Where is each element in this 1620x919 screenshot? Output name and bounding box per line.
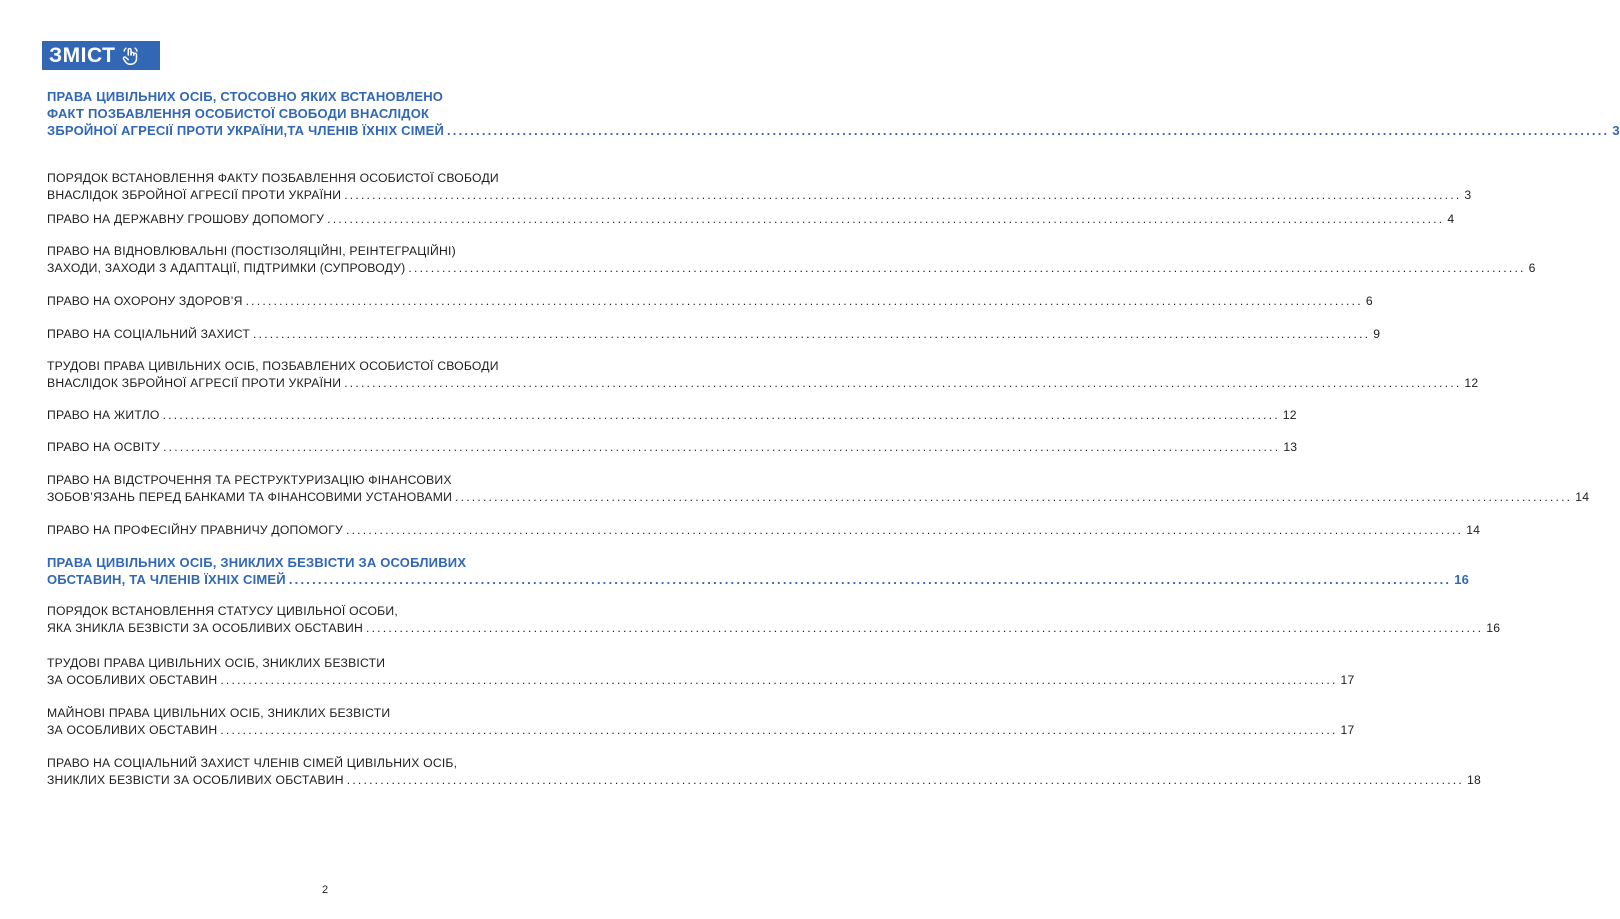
- toc-page-number: 12: [1464, 376, 1479, 390]
- toc-line: ПРАВА ЦИВІЛЬНИХ ОСІБ, СТОСОВНО ЯКИХ ВСТАНОВЛЕНО: [47, 89, 444, 104]
- toc-item[interactable]: [47, 472, 1590, 506]
- toc-line: ПРАВО НА ЖИТЛО: [47, 408, 160, 422]
- toc-line: ТРУДОВІ ПРАВА ЦИВІЛЬНИХ ОСІБ, ЗНИКЛИХ БЕЗВІСТИ: [47, 656, 386, 670]
- toc-line: ТРУДОВІ ПРАВА ЦИВІЛЬНИХ ОСІБ, ПОЗБАВЛЕНИХ ОСОБИСТОЇ СВОБОДИ: [47, 359, 499, 373]
- toc-item[interactable]: [47, 705, 1355, 739]
- dot-leader: ........................................................................................................................................................................................................: [344, 188, 1462, 202]
- dot-leader: ........................................................................................................................................................................................................: [245, 294, 1363, 308]
- toc-page-number: 13: [1283, 440, 1298, 454]
- toc-page-number: 14: [1466, 523, 1481, 537]
- toc-page-number: 17: [1340, 723, 1355, 737]
- toc-page-number: 17: [1340, 673, 1355, 687]
- toc-page-number: 18: [1466, 773, 1481, 787]
- toc-line: ВНАСЛІДОК ЗБРОЙНОЇ АГРЕСІЇ ПРОТИ УКРАЇНИ: [47, 188, 342, 202]
- toc-line: ЗА ОСОБЛИВИХ ОБСТАВИН: [47, 723, 218, 737]
- dot-leader: ........................................................................................................................................................................................................: [220, 723, 1338, 737]
- toc-item[interactable]: [47, 603, 1501, 637]
- toc-line: ПРАВО НА ДЕРЖАВНУ ГРОШОВУ ДОПОМОГУ: [47, 212, 325, 226]
- toc-line: ПОРЯДОК ВСТАНОВЛЕННЯ ФАКТУ ПОЗБАВЛЕННЯ ОСОБИСТОЇ СВОБОДИ: [47, 171, 499, 185]
- dot-leader: ........................................................................................................................................................................................................: [346, 773, 1464, 787]
- toc-page-number: 16: [1454, 572, 1470, 587]
- toc-line: ПРАВО НА СОЦІАЛЬНИЙ ЗАХИСТ ЧЛЕНІВ СІМЕЙ ЦИВІЛЬНИХ ОСІБ,: [47, 756, 458, 770]
- toc-line: МАЙНОВІ ПРАВА ЦИВІЛЬНИХ ОСІБ, ЗНИКЛИХ БЕЗВІСТИ: [47, 706, 391, 720]
- dot-leader: ........................................................................................................................................................................................................: [163, 440, 1281, 454]
- dot-leader: ........................................................................................................................................................................................................: [288, 572, 1452, 587]
- dot-leader: ........................................................................................................................................................................................................: [162, 408, 1280, 422]
- toc-line: ВНАСЛІДОК ЗБРОЙНОЇ АГРЕСІЇ ПРОТИ УКРАЇНИ: [47, 376, 342, 390]
- toc-line: ЗА ОСОБЛИВИХ ОБСТАВИН: [47, 673, 218, 687]
- toc-line: ПРАВО НА ОСВІТУ: [47, 440, 161, 454]
- toc-line: ПРАВО НА ОХОРОНУ ЗДОРОВ’Я: [47, 294, 243, 308]
- toc-line: ЗОБОВ’ЯЗАНЬ ПЕРЕД БАНКАМИ ТА ФІНАНСОВИМИ УСТАНОВАМИ: [47, 490, 453, 504]
- toc-page-number: 3: [1612, 123, 1620, 138]
- toc-page-number: 14: [1575, 490, 1590, 504]
- toc-line: ПРАВА ЦИВІЛЬНИХ ОСІБ, ЗНИКЛИХ БЕЗВІСТИ ЗА ОСОБЛИВИХ: [47, 555, 467, 570]
- toc-page-number: 6: [1528, 261, 1536, 275]
- toc-line: ПРАВО НА СОЦІАЛЬНИЙ ЗАХИСТ: [47, 327, 251, 341]
- toc-title: ЗМІСТ: [49, 43, 116, 67]
- dot-leader: ........................................................................................................................................................................................................: [447, 123, 1610, 138]
- toc-line: ПРАВО НА ВІДНОВЛЮВАЛЬНІ (ПОСТІЗОЛЯЦІЙНІ, РЕІНТЕГРАЦІЙНІ): [47, 244, 456, 258]
- dot-leader: ........................................................................................................................................................................................................: [220, 673, 1338, 687]
- toc-item[interactable]: [47, 655, 1355, 689]
- toc-page-number: 12: [1282, 408, 1297, 422]
- toc-line: ЗБРОЙНОЇ АГРЕСІЇ ПРОТИ УКРАЇНИ,ТА ЧЛЕНІВ ЇХНІХ СІМЕЙ: [47, 123, 444, 138]
- dot-leader: ........................................................................................................................................................................................................: [366, 621, 1484, 635]
- dot-leader: ........................................................................................................................................................................................................: [345, 523, 1464, 537]
- toc-section[interactable]: [47, 554, 1470, 588]
- toc-item[interactable]: [47, 755, 1481, 789]
- toc-item[interactable]: [47, 358, 1479, 392]
- toc-page-number: 9: [1373, 327, 1381, 341]
- toc-line: ЗНИКЛИХ БЕЗВІСТИ ЗА ОСОБЛИВИХ ОБСТАВИН: [47, 773, 344, 787]
- toc-item[interactable]: [47, 439, 1298, 456]
- toc-line: ПОРЯДОК ВСТАНОВЛЕННЯ СТАТУСУ ЦИВІЛЬНОЇ ОСОБИ,: [47, 604, 398, 618]
- pointing-hand-icon: [120, 45, 142, 67]
- toc-page-number: 4: [1447, 212, 1455, 226]
- toc-item[interactable]: [47, 407, 1297, 424]
- toc-line: ФАКТ ПОЗБАВЛЕННЯ ОСОБИСТОЇ СВОБОДИ ВНАСЛІДОК: [47, 106, 430, 121]
- toc-line: ПРАВО НА ВІДСТРОЧЕННЯ ТА РЕСТРУКТУРИЗАЦІЮ ФІНАНСОВИХ: [47, 473, 452, 487]
- toc-item[interactable]: [47, 170, 1472, 204]
- toc-header: [42, 41, 160, 70]
- dot-leader: ........................................................................................................................................................................................................: [455, 490, 1573, 504]
- toc-item[interactable]: [47, 211, 1455, 228]
- toc-page-number: 16: [1486, 621, 1501, 635]
- toc-line: ЯКА ЗНИКЛА БЕЗВІСТИ ЗА ОСОБЛИВИХ ОБСТАВИН: [47, 621, 363, 635]
- toc-section[interactable]: [47, 88, 1620, 139]
- dot-leader: ........................................................................................................................................................................................................: [344, 376, 1462, 390]
- toc-item[interactable]: [47, 326, 1381, 343]
- toc-page-number: 3: [1464, 188, 1472, 202]
- dot-leader: ........................................................................................................................................................................................................: [327, 212, 1445, 226]
- toc-item[interactable]: [47, 293, 1373, 310]
- toc-line: ЗАХОДИ, ЗАХОДИ З АДАПТАЦІЇ, ПІДТРИМКИ (СУПРОВОДУ): [47, 261, 406, 275]
- dot-leader: ........................................................................................................................................................................................................: [253, 327, 1371, 341]
- toc-page-number: 6: [1365, 294, 1373, 308]
- page-number: 2: [321, 884, 329, 896]
- toc-item[interactable]: [47, 243, 1536, 277]
- toc-line: ОБСТАВИН, ТА ЧЛЕНІВ ЇХНІХ СІМЕЙ: [47, 572, 286, 587]
- dot-leader: ........................................................................................................................................................................................................: [408, 261, 1526, 275]
- toc-line: ПРАВО НА ПРОФЕСІЙНУ ПРАВНИЧУ ДОПОМОГУ: [47, 523, 343, 537]
- toc-item[interactable]: [47, 522, 1481, 539]
